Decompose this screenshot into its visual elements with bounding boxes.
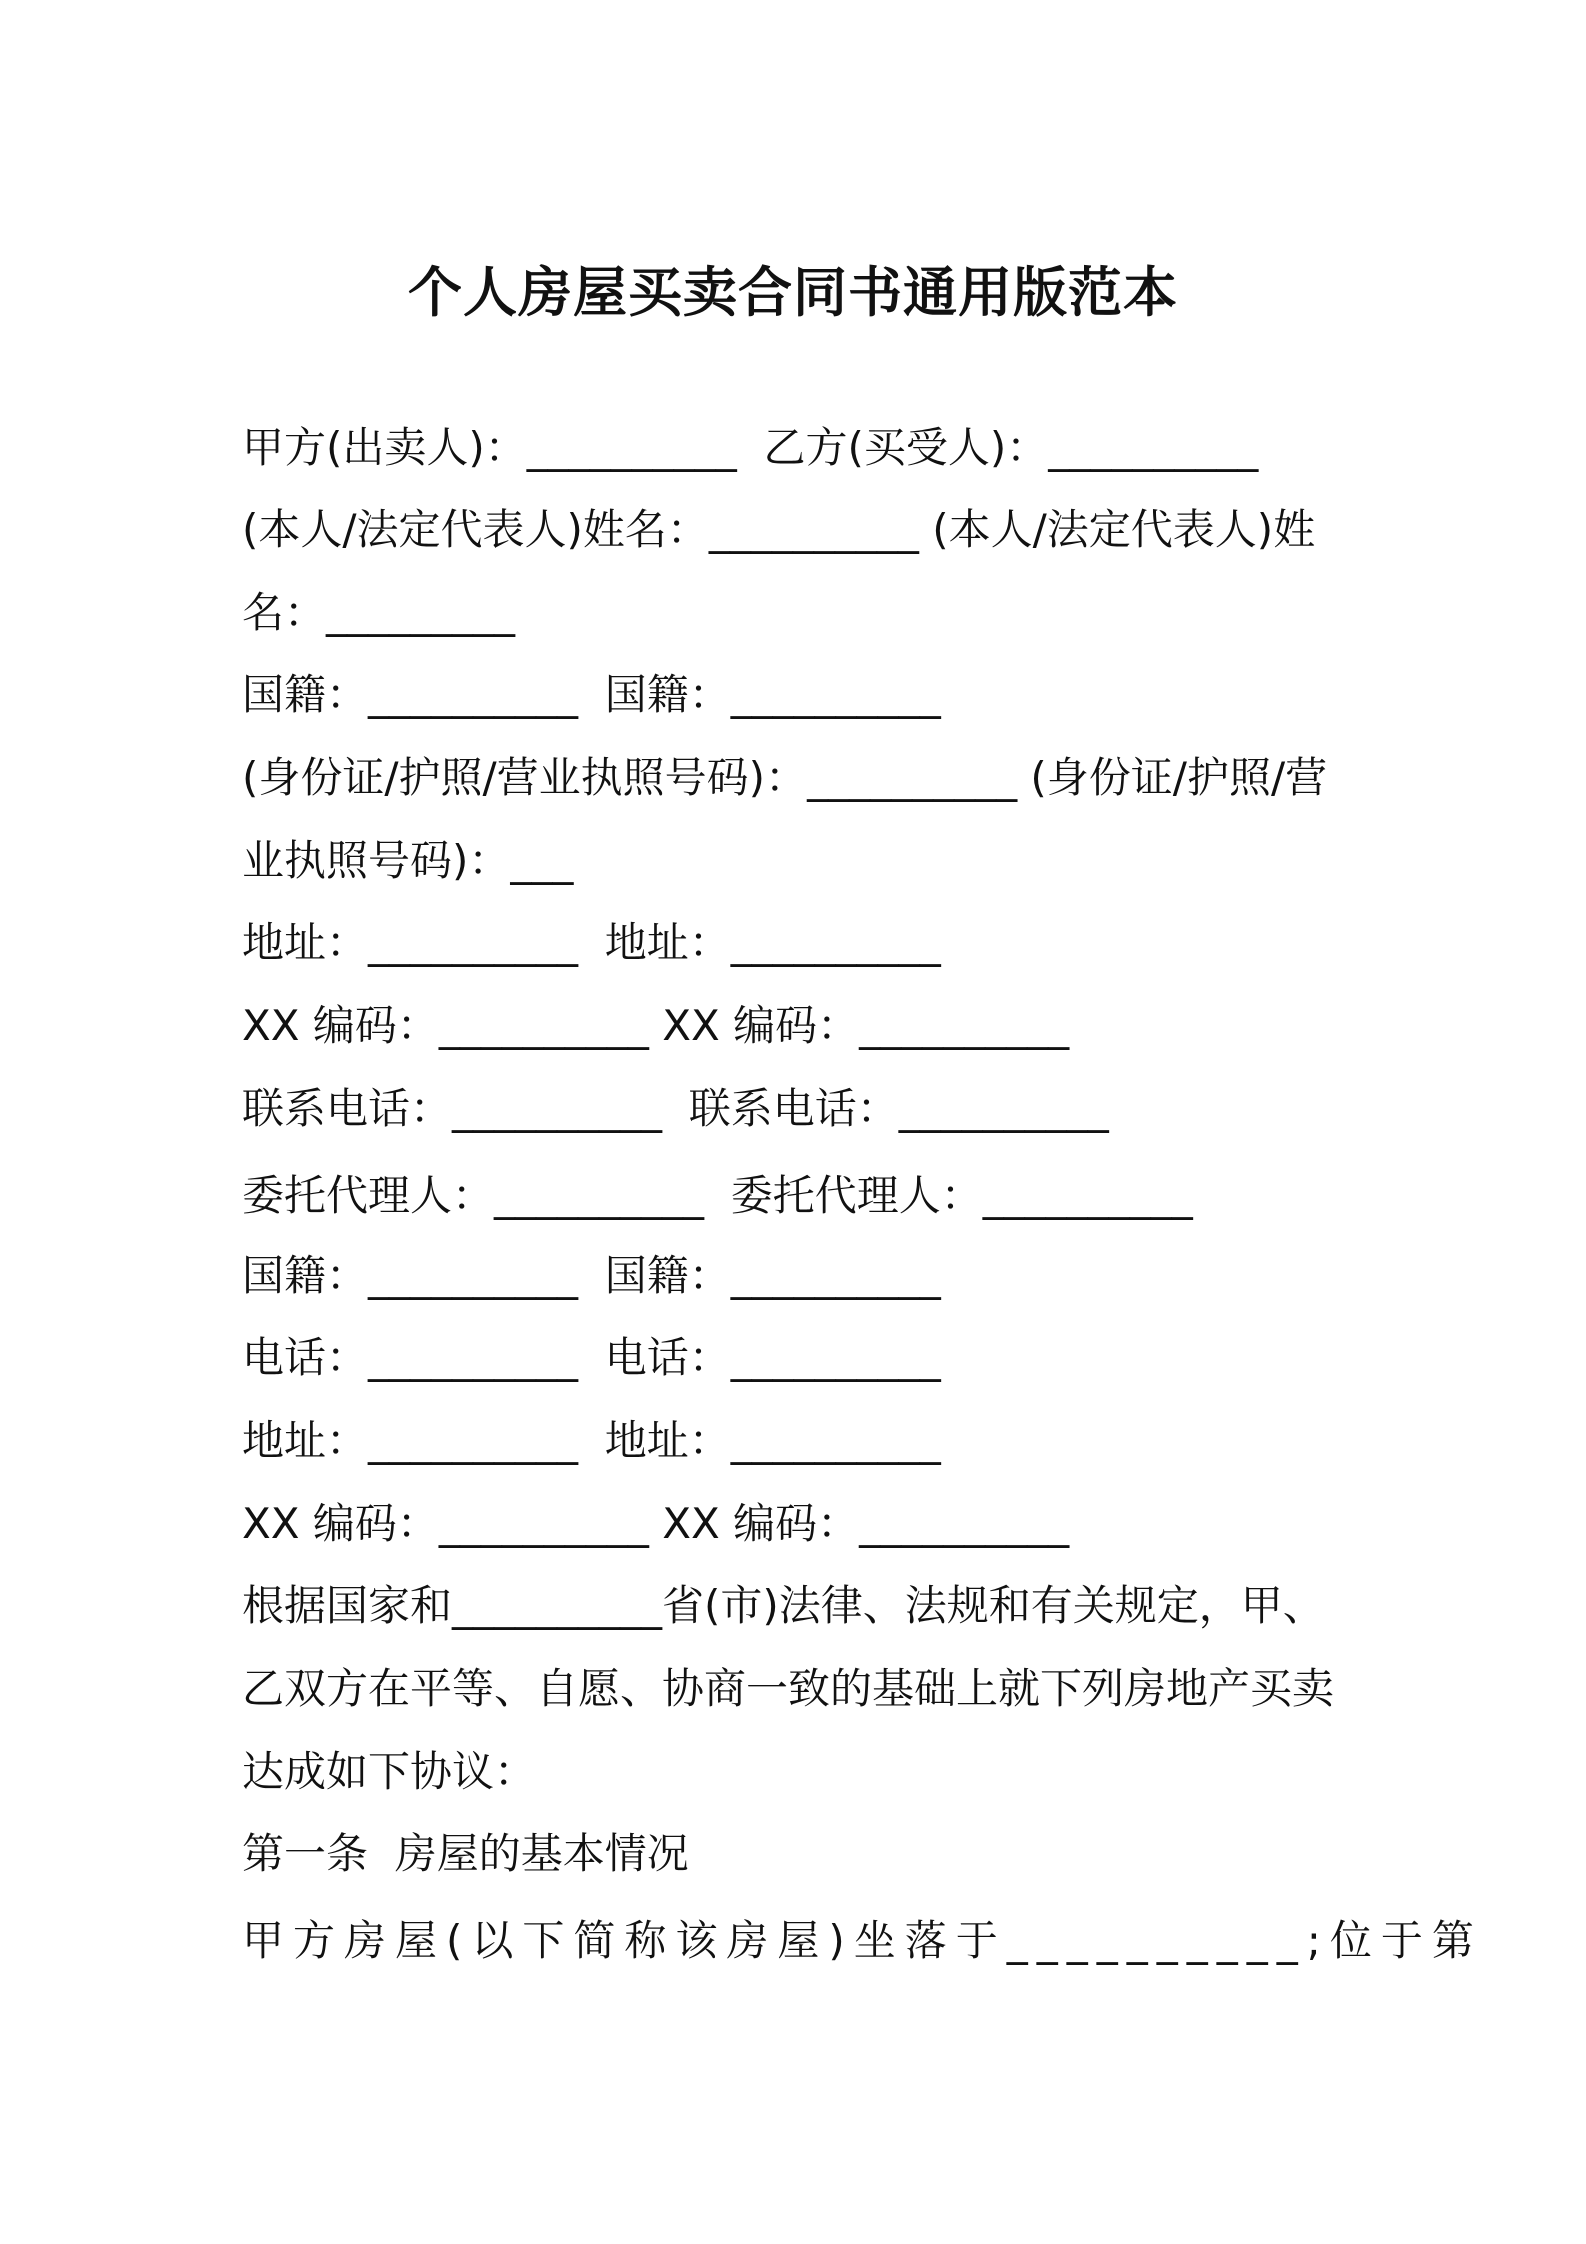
party-line-nationality: 国籍：__________ 国籍：__________ [242, 670, 941, 719]
agent-line-address: 地址：__________ 地址：__________ [242, 1416, 941, 1465]
article-heading: 第一条 房屋的基本情况 [242, 1829, 689, 1878]
agent-line-phone: 电话：__________ 电话：__________ [242, 1333, 941, 1382]
party-line-postcode: XX 编码：__________ XX 编码：__________ [242, 1001, 1070, 1050]
party-line-phone: 联系电话：__________ 联系电话：__________ [242, 1084, 1109, 1133]
party-line-address: 地址：__________ 地址：__________ [242, 918, 941, 967]
agent-line-postcode: XX 编码：__________ XX 编码：__________ [242, 1499, 1070, 1548]
body-paragraph-line-2: 乙双方在平等、自愿、协商一致的基础上就下列房地产买卖 [242, 1664, 1335, 1713]
party-line-name: (本人/法定代表人)姓名：__________ (本人/法定代表人)姓 [242, 505, 1316, 554]
body-paragraph-line-1: 根据国家和__________省(市)法律、法规和有关规定，甲、 [242, 1581, 1325, 1630]
party-line-name-cont: 名：_________ [242, 588, 516, 637]
party-line-id: (身份证/护照/营业执照号码)：__________ (身份证/护照/营 [242, 753, 1328, 802]
document-title: 个人房屋买卖合同书通用版范本 [408, 261, 1178, 324]
agent-line-nationality: 国籍：__________ 国籍：__________ [242, 1251, 941, 1300]
body-paragraph-line-3: 达成如下协议： [242, 1747, 537, 1796]
party-line-id-cont: 业执照号码)：___ [242, 836, 574, 885]
article-body-line: 甲方房屋(以下简称该房屋)坐落于__________;位于第 [242, 1916, 1483, 1965]
agent-line-name: 委托代理人：__________ 委托代理人：__________ [242, 1171, 1193, 1220]
party-line-seller-buyer: 甲方(出卖人)：__________ 乙方(买受人)：__________ [242, 423, 1259, 472]
